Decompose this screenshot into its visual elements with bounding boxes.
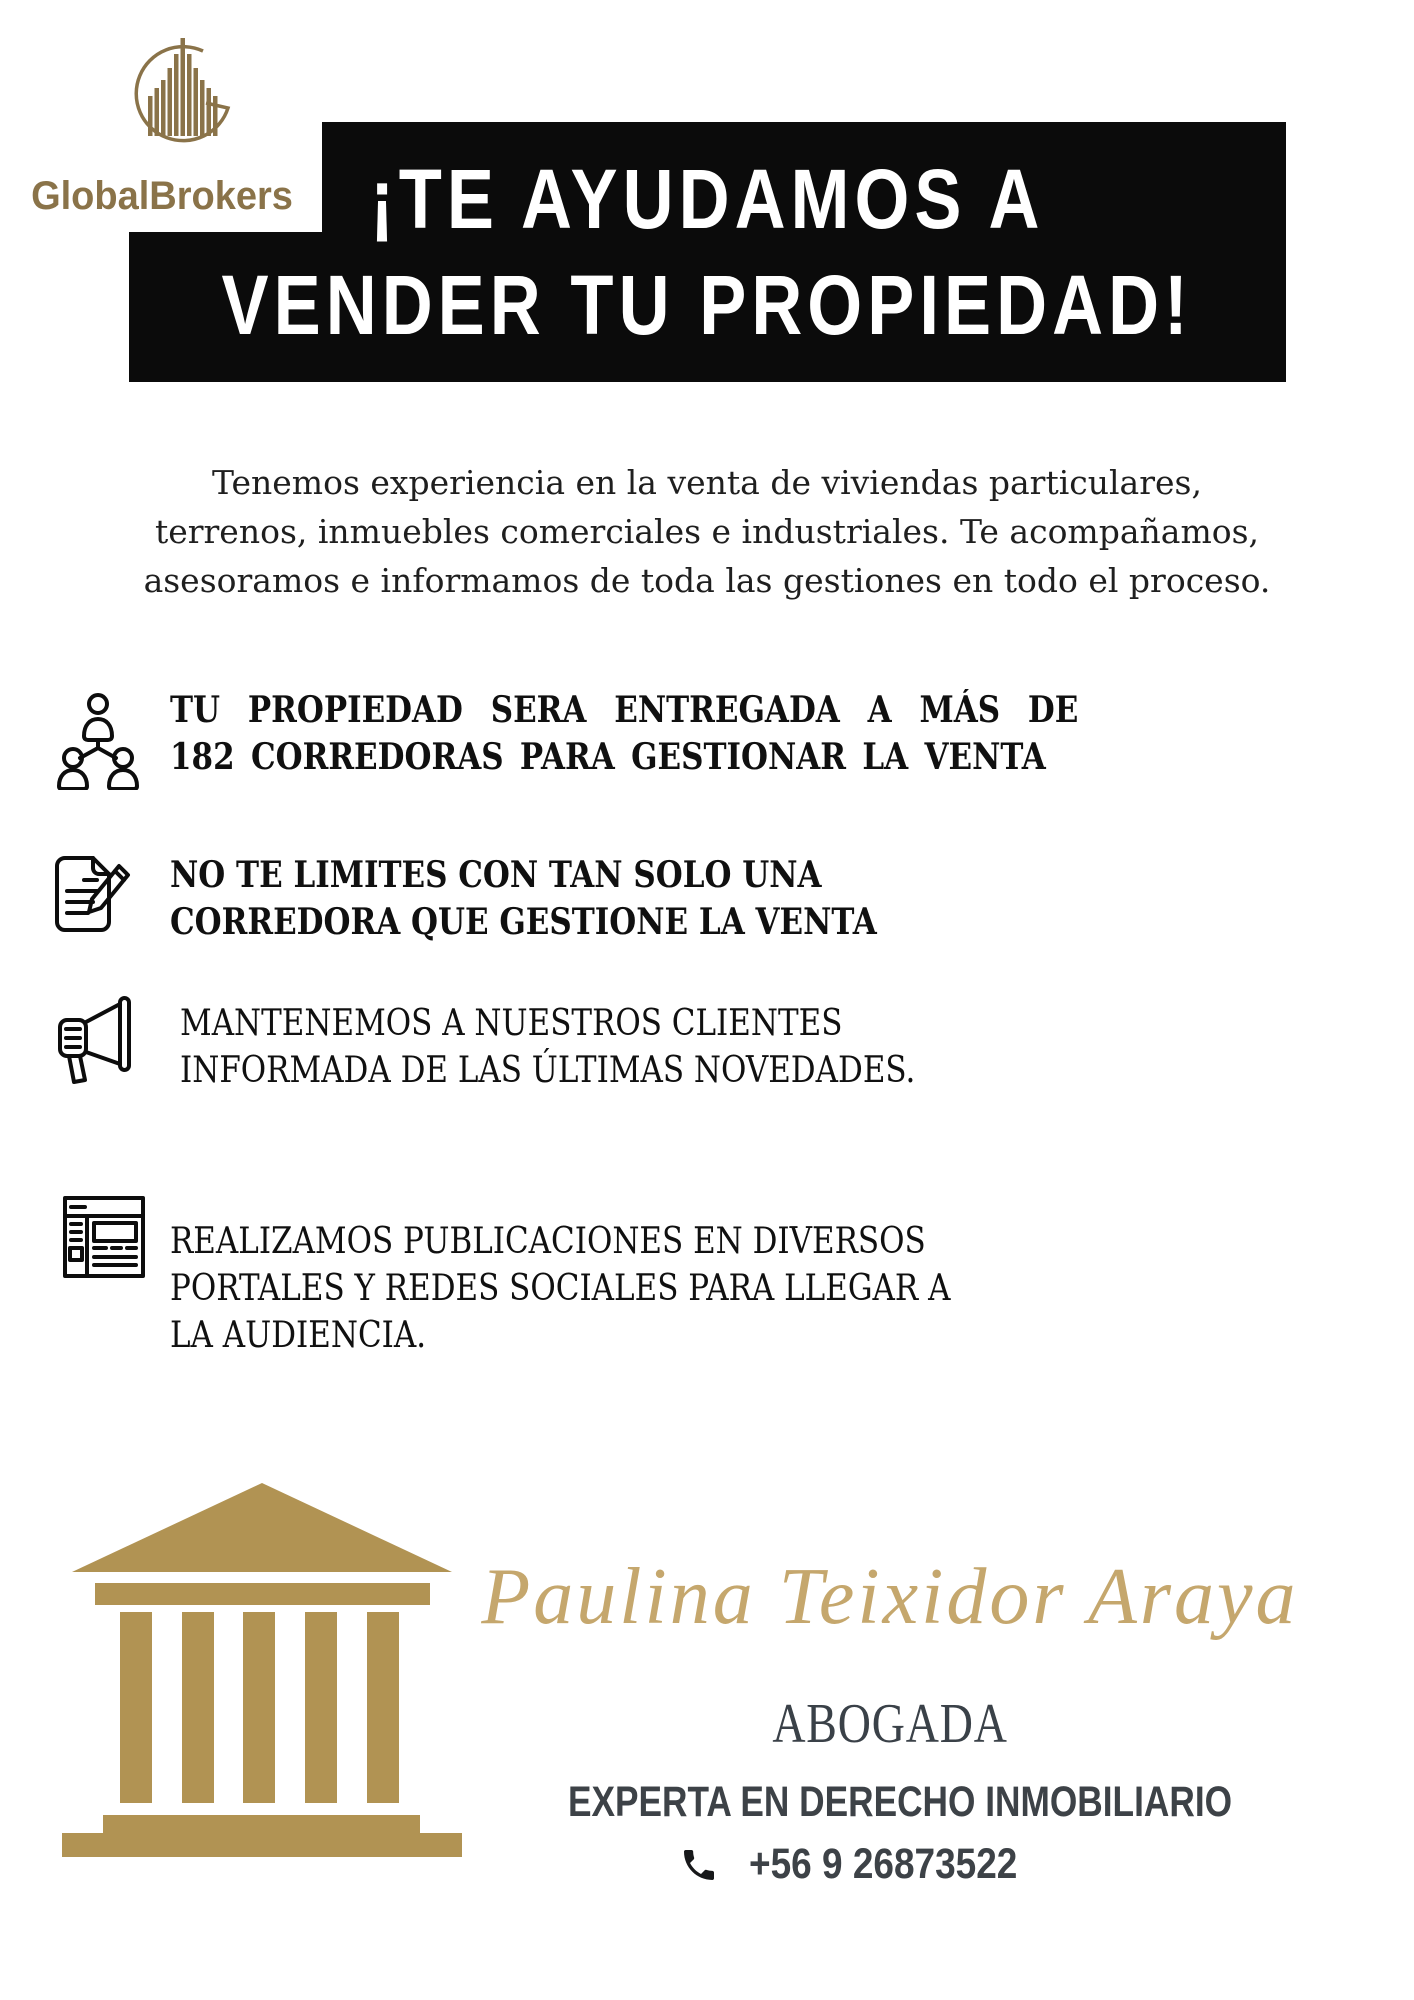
bullet-no-limites-line-1: NO TE LIMITES CON TAN SOLO UNA: [170, 854, 822, 896]
phone-row: [430, 1840, 1310, 1889]
bullet-publicaciones-line-1: REALIZAMOS PUBLICACIONES EN DIVERSOS: [170, 1221, 926, 1262]
logo-wordmark: [25, 174, 299, 219]
role-title: ABOGADA: [772, 1693, 1008, 1755]
bullet-text-novedades: [180, 1000, 915, 1094]
phone-number: +56 9 26873522: [748, 1840, 1018, 1888]
megaphone-icon: [56, 994, 136, 1086]
bullet-no-limites-line-2: CORREDORA QUE GESTIONE LA VENTA: [170, 901, 877, 943]
newspaper-icon: [63, 1196, 145, 1278]
headline-line-1: ¡TE AYUDAMOS A: [370, 152, 1045, 246]
intro-paragraph: [0, 458, 1414, 605]
courthouse-icon: [62, 1483, 462, 1857]
bullet-novedades-line-1: MANTENEMOS A NUESTROS CLIENTES: [180, 1003, 843, 1044]
bullet-corredoras-line-2: 182 CORREDORAS PARA GESTIONAR LA VENTA: [170, 736, 1046, 778]
intro-line-3: asesoramos e informamos de toda las gestiones en todo el proceso.: [143, 561, 1271, 600]
building-circle-g-icon: [108, 34, 258, 149]
intro-line-2: terrenos, inmuebles comerciales e industriales. Te acompañamos,: [154, 512, 1260, 551]
document-pencil-icon: [53, 854, 139, 936]
bullet-publicaciones-line-3: LA AUDIENCIA.: [170, 1315, 427, 1356]
signature-text: Paulina Teixidor Araya: [481, 1553, 1299, 1641]
bullet-publicaciones-line-2: PORTALES Y REDES SOCIALES PARA LLEGAR A: [170, 1268, 951, 1309]
logo-box: [0, 0, 322, 232]
phone-icon: [679, 1845, 719, 1885]
headline-line-2: VENDER TU PROPIEDAD!: [221, 258, 1194, 352]
expertise-title: EXPERTA EN DERECHO INMOBILIARIO: [567, 1778, 1233, 1826]
bullet-corredoras-line-1: TU PROPIEDAD SERA ENTREGADA A MÁS DE: [170, 689, 1079, 731]
bullet-text-publicaciones: [170, 1218, 950, 1359]
bullet-novedades-line-2: INFORMADA DE LAS ÚLTIMAS NOVEDADES.: [180, 1050, 916, 1091]
logo-wordmark-global: Global: [31, 174, 150, 218]
logo-wordmark-brokers: Brokers: [149, 174, 293, 218]
bullet-text-no-limites: [170, 852, 877, 946]
bullet-text-corredoras: [170, 687, 1078, 781]
intro-line-1: Tenemos experiencia en la venta de viviendas particulares,: [212, 463, 1202, 502]
people-network-icon: [56, 692, 140, 790]
